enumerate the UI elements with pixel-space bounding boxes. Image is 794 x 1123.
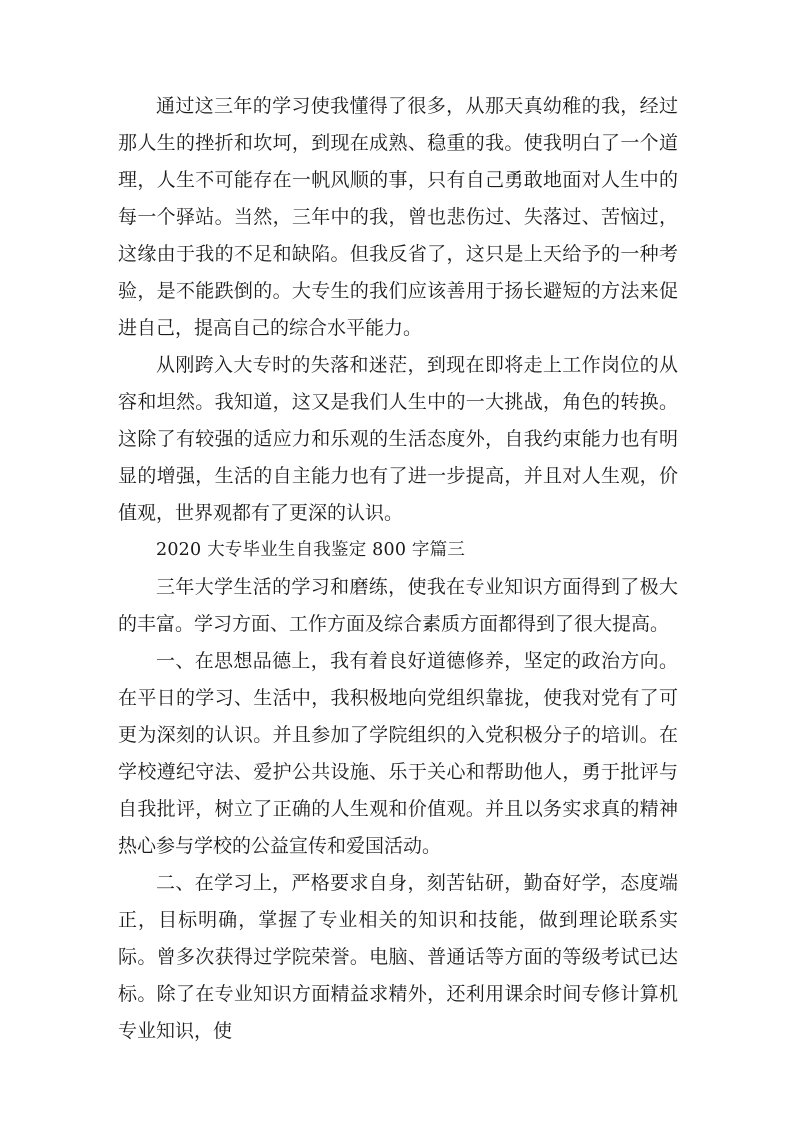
paragraph-summary: 三年大学生活的学习和磨练，使我在专业知识方面得到了极大的丰富。学习方面、工作方面及综合素质方面都得到了很大提高。 — [118, 576, 678, 635]
paragraph-transition: 从刚跨入大专时的失落和迷茫，到现在即将走上工作岗位的从容和坦然。我知道，这又是我们人生中的一大挑战，角色的转换。这除了有较强的适应力和乐观的生活态度外，自我约束能力也有明显的增强，生活的自主能力也有了进一步提高，并且对人生观，价值观，世界观都有了更深的认识。 — [118, 354, 678, 524]
document-body — [118, 88, 678, 1050]
paragraph-ideology: 一、在思想品德上，我有着良好道德修养，坚定的政治方向。在平日的学习、生活中，我积极地向党组织靠拢，使我对党有了可更为深刻的认识。并且参加了学院组织的入党积极分子的培训。在学校遵纪守法、爱护公共设施、乐于关心和帮助他人，勇于批评与自我批评，树立了正确的人生观和价值观。并且以务实求真的精神热心参与学校的公益宣传和爱国活动。 — [118, 650, 678, 857]
paragraph-growth: 通过这三年的学习使我懂得了很多，从那天真幼稚的我，经过那人生的挫折和坎坷，到现在成熟、稳重的我。使我明白了一个道理，人生不可能存在一帆风顺的事，只有自己勇敢地面对人生中的每一个驿站。当然，三年中的我，曾也悲伤过、失落过、苦恼过，这缘由于我的不足和缺陷。但我反省了，这只是上天给予的一种考验，是不能跌倒的。大专生的我们应该善用于扬长避短的方法来促进自己，提高自己的综合水平能力。 — [118, 95, 678, 339]
section-heading: 2020 大专毕业生自我鉴定 800 字篇三 — [156, 540, 466, 560]
paragraph-study: 二、在学习上，严格要求自身，刻苦钻研，勤奋好学，态度端正，目标明确，掌握了专业相关的知识和技能，做到理论联系实际。曾多次获得过学院荣誉。电脑、普通话等方面的等级考试已达标。除了在专业知识方面精益求精外，还利用课余时间专修计算机专业知识，使 — [118, 872, 678, 1042]
